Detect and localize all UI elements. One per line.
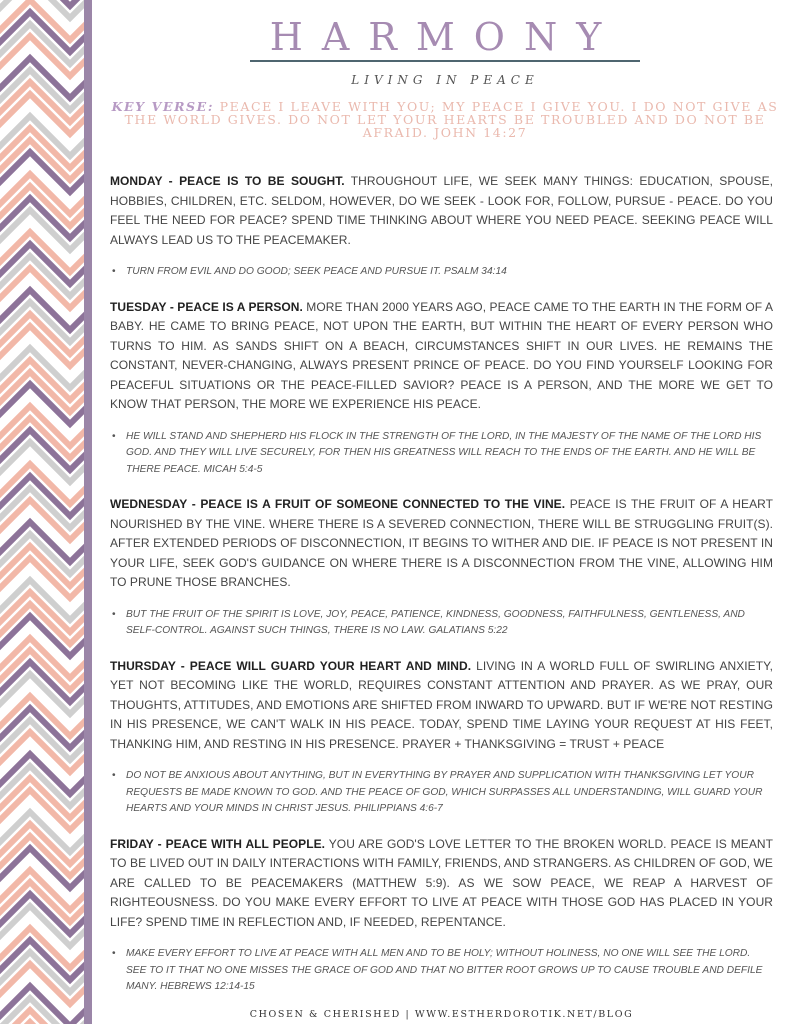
day-body: MORE THAN 2000 YEARS AGO, PEACE CAME TO THE EARTH IN THE FORM OF A BABY. HE CAME TO BRING PEACE, NOT UPON THE EARTH, BUT WITHIN THE HEART OF EVERY PERSON WHO TURNS TO HIM. AS SANDS SHIFT ON A BEACH, CIRCUMSTANCES SHIFT IN OUR LIVES. HE REMAINS THE CONSTANT, NEVER-CHANGING, ALWAYS PRESENT PRINCE OF PEACE. DO YOU FIND YOURSELF LOOKING FOR PEACEFUL SITUATIONS OR THE PEACE-FILLED SAVIOR? PEACE IS A PERSON, AND THE MORE WE GET TO KNOW THAT PERSON, THE MORE WE EXPERIENCE HIS PEACE.	[110, 299, 773, 411]
key-verse-label: KEY VERSE:	[111, 99, 215, 114]
key-verse-text: PEACE I LEAVE WITH YOU; MY PEACE I GIVE YOU. I DO NOT GIVE AS THE WORLD GIVES. DO NOT LET YOUR HEARTS BE TROUBLED AND DO NOT BE AFRAID. JOHN 14:27	[124, 99, 779, 140]
day-block-friday	[110, 835, 773, 996]
day-heading: THURSDAY - PEACE WILL GUARD YOUR HEART AND MIND.	[110, 658, 472, 673]
day-block-tuesday	[110, 298, 773, 479]
day-body: YOU ARE GOD'S LOVE LETTER TO THE BROKEN WORLD. PEACE IS MEANT TO BE LIVED OUT IN DAILY INTERACTIONS WITH FAMILY, FRIENDS, AND STRANGERS. AS CHILDREN OF GOD, WE ARE CALLED TO BE PEACEMAKERS (MATTHEW 5:9). AS WE SOW PEACE, WE REAP A HARVEST OF RIGHTEOUSNESS. DO YOU MAKE EVERY EFFORT TO LIVE AT PEACE WITH THOSE GOD HAS PLACED IN YOUR LIFE? SPEND TIME IN REFLECTION AND, IF NEEDED, REPENTANCE.	[110, 836, 773, 929]
page-title: HARMONY	[269, 15, 621, 59]
scripture-reference	[110, 768, 773, 818]
scripture-text: BUT THE FRUIT OF THE SPIRIT IS LOVE, JOY, PEACE, PATIENCE, KINDNESS, GOODNESS, FAITHFULNESS, GENTLENESS, AND SELF-CONTROL. AGAINST SUCH THINGS, THERE IS NO LAW. GALATIANS 5:22	[126, 608, 745, 636]
day-paragraph	[110, 172, 773, 250]
bullet-icon: •	[112, 948, 116, 959]
day-paragraph	[110, 298, 773, 415]
scripture-text: TURN FROM EVIL AND DO GOOD; SEEK PEACE AND PURSUE IT. PSALM 34:14	[126, 266, 507, 277]
scripture-text: DO NOT BE ANXIOUS ABOUT ANYTHING, BUT IN EVERYTHING BY PRAYER AND SUPPLICATION WITH THANKSGIVING LET YOUR REQUESTS BE MADE KNOWN TO GOD. AND THE PEACE OF GOD, WHICH SURPASSES ALL UNDERSTANDING, WILL GUARD YOUR HEARTS AND YOUR MINDS IN CHRIST JESUS. PHILIPPIANS 4:6-7	[126, 770, 763, 814]
scripture-reference	[110, 264, 773, 281]
day-heading: WEDNESDAY - PEACE IS A FRUIT OF SOMEONE CONNECTED TO THE VINE.	[110, 497, 566, 511]
day-paragraph	[110, 835, 773, 933]
day-paragraph	[110, 657, 773, 755]
bullet-icon: •	[112, 430, 116, 442]
day-block-wednesday	[110, 495, 773, 640]
scripture-text: HE WILL STAND AND SHEPHERD HIS FLOCK IN THE STRENGTH OF THE LORD, IN THE MAJESTY OF THE NAME OF THE LORD HIS GOD. AND THEY WILL LIVE SECURELY, FOR THEN HIS GREATNESS WILL REACH TO THE ENDS OF THE EARTH. AND HE WILL BE THERE PEACE. MICAH 5:4-5	[126, 430, 762, 475]
bullet-icon: •	[112, 608, 116, 620]
decorative-chevron-pattern	[0, 0, 92, 1024]
day-block-thursday	[110, 657, 773, 818]
scripture-text: MAKE EVERY EFFORT TO LIVE AT PEACE WITH ALL MEN AND TO BE HOLY; WITHOUT HOLINESS, NO ONE WILL SEE THE LORD. SEE TO IT THAT NO ONE MISSES THE GRACE OF GOD AND THAT NO BITTER ROOT GROWS UP TO CAUSE TROUBLE AND DEFILE MANY. HEBREWS 12:14-15	[126, 948, 763, 992]
bullet-icon: •	[112, 266, 116, 277]
chevron-pattern-graphic	[0, 0, 92, 1024]
day-heading: MONDAY - PEACE IS TO BE SOUGHT.	[110, 174, 345, 188]
day-heading: FRIDAY - PEACE WITH ALL PEOPLE.	[110, 836, 326, 851]
page-subtitle: LIVING IN PEACE	[351, 73, 539, 87]
day-heading: TUESDAY - PEACE IS A PERSON.	[110, 299, 303, 314]
day-body: THROUGHOUT LIFE, WE SEEK MANY THINGS: EDUCATION, SPOUSE, HOBBIES, CHILDREN, ETC. SELDOM, HOWEVER, DO WE SEEK - LOOK FOR, FOLLOW, PURSUE - PEACE. DO YOU FEEL THE NEED FOR PEACE? SPEND TIME THINKING ABOUT WHERE YOU NEED PEACE. SEEKING PEACE WILL ALWAYS LEAD US TO THE PEACEMAKER.	[110, 174, 774, 247]
scripture-reference	[110, 429, 773, 479]
bullet-icon: •	[112, 770, 116, 781]
scripture-reference	[110, 946, 773, 996]
day-paragraph	[110, 495, 773, 593]
title-underline	[250, 60, 640, 62]
devotional-content	[110, 172, 773, 1013]
day-body: PEACE IS THE FRUIT OF A HEART NOURISHED BY THE VINE. WHERE THERE IS A SEVERED CONNECTION, THERE WILL BE STRUGGLING FRUIT(S). AFTER EXTENDED PERIODS OF DISCONNECTION, IT BEGINS TO WITHER AND DIE. IF PEACE IS NOT PRESENT IN YOUR LIFE, SEEK GOD'S GUIDANCE ON WHERE THERE IS A DISCONNECTION FROM THE VINE, ALLOWING HIM TO PRUNE THOSE BRANCHES.	[110, 497, 773, 589]
side-accent-bar	[84, 0, 92, 1024]
key-verse	[110, 100, 780, 139]
day-body: LIVING IN A WORLD FULL OF SWIRLING ANXIETY, YET NOT BECOMING LIKE THE WORLD, REQUIRES CONSTANT ATTENTION AND PRAYER. AS WE PRAY, OUR THOUGHTS, ATTITUDES, AND EMOTIONS ARE SHIFTED FROM INWARD TO UPWARD. BUT IF WE'RE NOT RESTING IN HIS PRESENCE, WE CAN'T WALK IN HIS PEACE. TODAY, SPEND TIME LAYING YOUR REQUEST AT HIS FEET, THANKING HIM, AND RESTING IN HIS PRESENCE. PRAYER + THANKSGIVING = TRUST + PEACE	[110, 658, 774, 751]
day-block-monday	[110, 172, 773, 281]
footer-credit: CHOSEN & CHERISHED | WWW.ESTHERDOROTIK.NET/BLOG	[249, 1009, 634, 1020]
chevron-stripe	[0, 0, 92, 6]
scripture-reference	[110, 607, 773, 640]
